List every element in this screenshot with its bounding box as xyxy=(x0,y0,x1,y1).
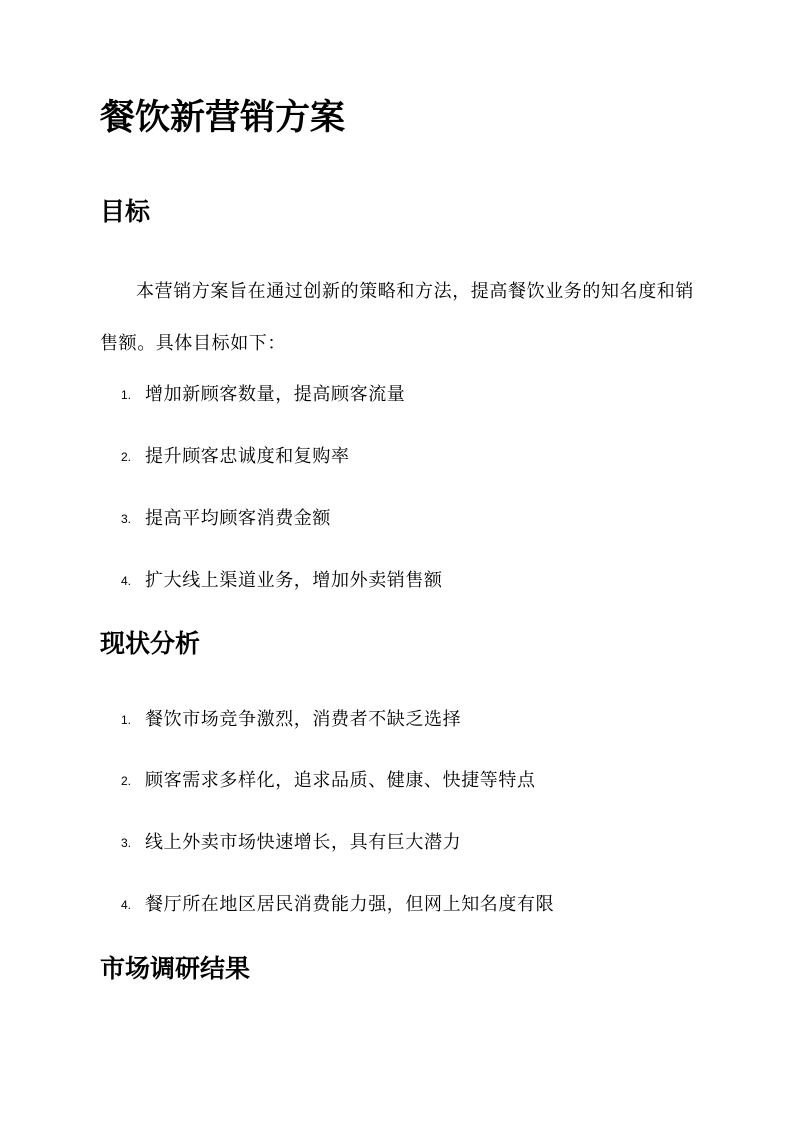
list-item xyxy=(121,443,350,471)
list-item xyxy=(121,829,461,857)
list-item-text: 餐厅所在地区居民消费能力强，但网上知名度有限 xyxy=(145,894,555,915)
list-item-number: 2. xyxy=(121,450,132,464)
list-item-number: 4. xyxy=(121,898,132,912)
list-item xyxy=(121,767,536,795)
section-heading-analysis: 现状分析 xyxy=(100,629,201,658)
list-item-text: 提升顾客忠诚度和复购率 xyxy=(145,446,350,467)
list-item xyxy=(121,505,331,533)
list-item-text: 餐饮市场竞争激烈，消费者不缺乏选择 xyxy=(145,709,462,730)
list-item xyxy=(121,706,461,734)
list-item-number: 1. xyxy=(121,388,132,402)
list-item-text: 增加新顾客数量，提高顾客流量 xyxy=(145,384,406,405)
list-item-text: 线上外卖市场快速增长，具有巨大潜力 xyxy=(145,832,462,853)
list-item-number: 3. xyxy=(121,512,132,526)
section-heading-goals: 目标 xyxy=(100,197,151,226)
section-heading-research: 市场调研结果 xyxy=(100,954,251,983)
list-item xyxy=(121,891,554,919)
goals-paragraph: 本营销方案旨在通过创新的策略和方法，提高餐饮业务的知名度和销售额。具体目标如下： xyxy=(100,281,694,354)
list-item-number: 2. xyxy=(121,774,132,788)
list-item xyxy=(121,567,443,595)
list-item-number: 4. xyxy=(121,574,132,588)
list-item-text: 扩大线上渠道业务，增加外卖销售额 xyxy=(145,570,443,591)
list-item xyxy=(121,381,405,409)
list-item-number: 3. xyxy=(121,836,132,850)
list-item-number: 1. xyxy=(121,713,132,727)
document-title: 餐饮新营销方案 xyxy=(100,97,346,138)
list-item-text: 提高平均顾客消费金额 xyxy=(145,508,331,529)
list-item-text: 顾客需求多样化，追求品质、健康、快捷等特点 xyxy=(145,770,536,791)
